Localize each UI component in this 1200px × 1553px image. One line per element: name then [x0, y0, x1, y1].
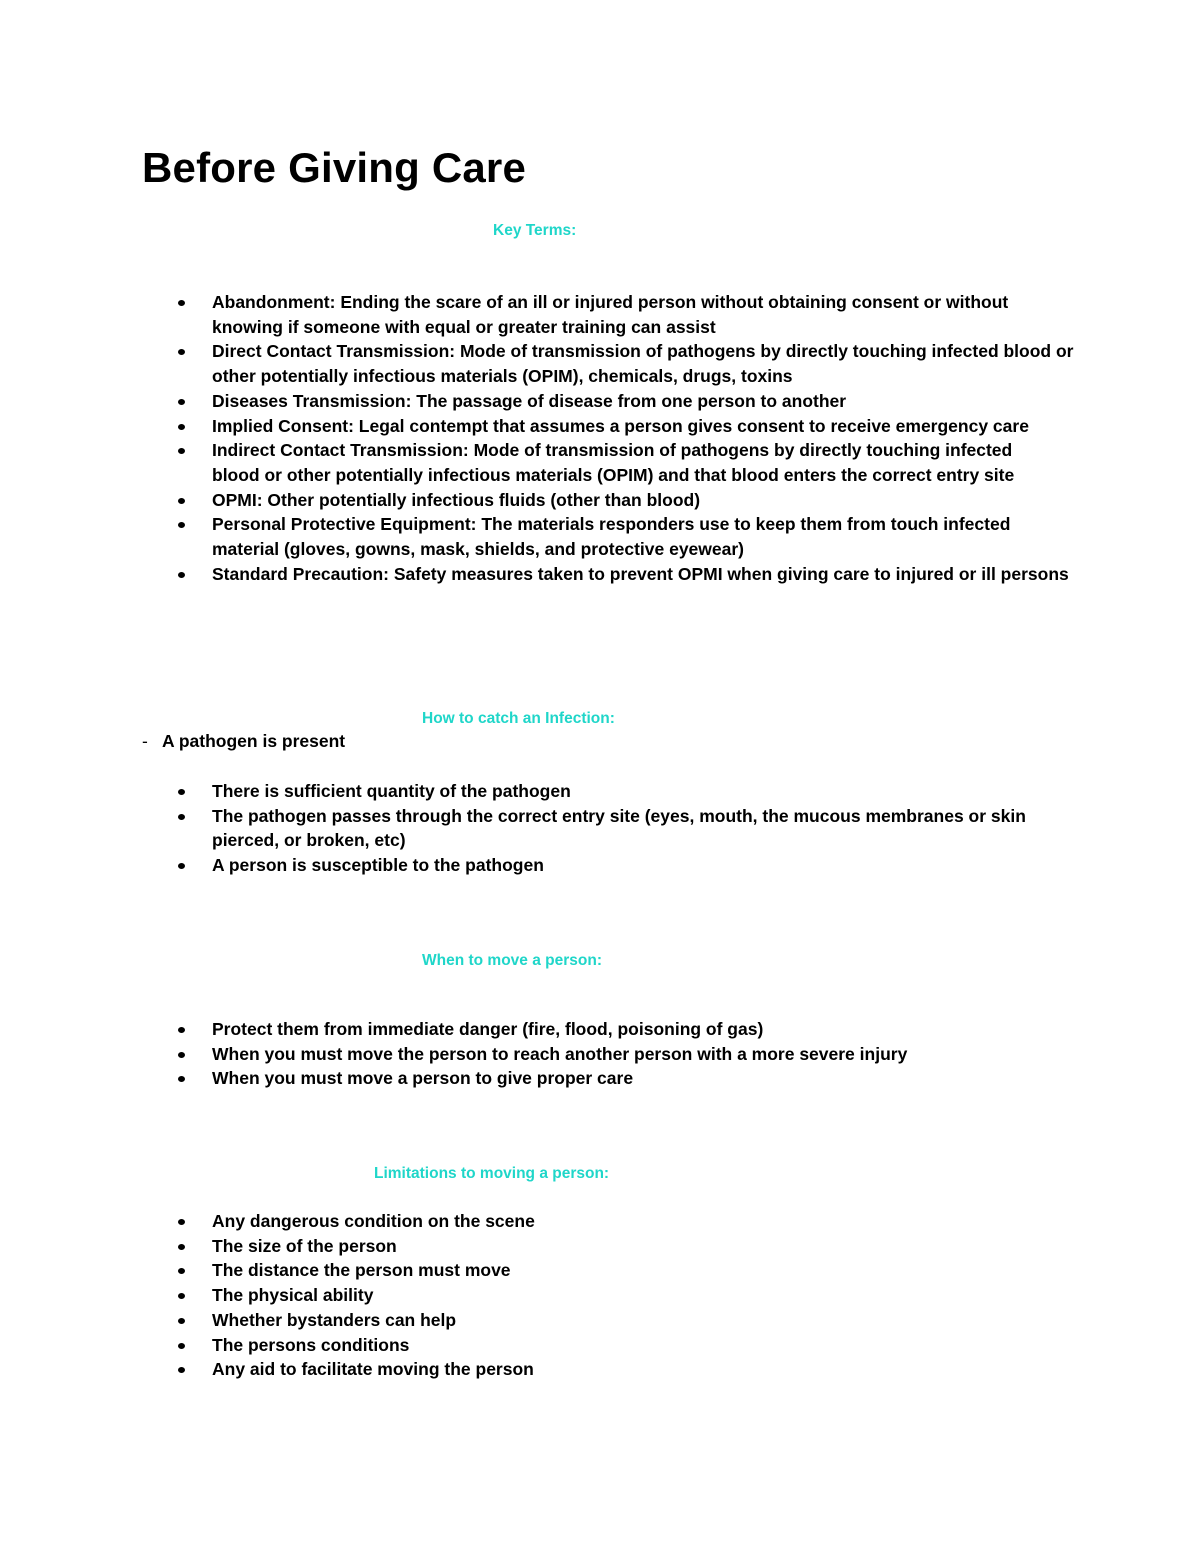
- infection-heading: How to catch an Infection:: [422, 710, 615, 727]
- bullet-icon: [178, 863, 185, 869]
- key-terms-heading: Key Terms:: [493, 222, 577, 239]
- bullet-icon: [178, 1076, 185, 1082]
- limitations-heading: Limitations to moving a person:: [374, 1165, 610, 1182]
- bullet-icon: [178, 1293, 185, 1299]
- list-item: [176, 562, 1076, 587]
- list-item: [176, 1042, 1076, 1067]
- bullet-icon: [178, 1052, 185, 1058]
- bullet-icon: [178, 1367, 185, 1373]
- list-item-text: When you must move a person to give proper care: [212, 1068, 634, 1089]
- when-to-move-heading: When to move a person:: [422, 952, 602, 969]
- when-to-move-list: [176, 1017, 1076, 1091]
- bullet-icon: [178, 522, 185, 528]
- bullet-icon: [178, 1318, 185, 1324]
- bullet-icon: [178, 1343, 185, 1349]
- list-item-text: Whether bystanders can help: [212, 1309, 457, 1330]
- bullet-icon: [178, 1219, 185, 1225]
- list-item-text: There is sufficient quantity of the pathogen: [212, 781, 571, 801]
- bullet-icon: [178, 1244, 185, 1250]
- list-item-text: The physical ability: [212, 1285, 374, 1306]
- list-item: [176, 414, 1076, 439]
- list-item-text: The distance the person must move: [212, 1260, 511, 1281]
- list-item: [176, 339, 1076, 388]
- limitations-list: [176, 1209, 1076, 1382]
- infection-list: [176, 779, 1076, 878]
- list-item: [176, 1234, 1076, 1259]
- list-item: [176, 1333, 1076, 1358]
- list-item-text: The persons conditions: [212, 1334, 410, 1355]
- list-item: [176, 779, 1076, 804]
- dash-icon: -: [142, 731, 148, 751]
- list-item-text: Implied Consent: Legal contempt that assumes a person gives consent to receive emergency care: [212, 415, 1029, 436]
- list-item: [176, 389, 1076, 414]
- bullet-icon: [178, 399, 185, 405]
- list-item-text: Any aid to facilitate moving the person: [212, 1359, 534, 1380]
- list-item-text: Abandonment: Ending the scare of an ill or injured person without obtaining consent or without knowing if someone with equal or greater training can assist: [212, 292, 1009, 337]
- bullet-icon: [178, 448, 185, 454]
- list-item-text: When you must move the person to reach another person with a more severe injury: [212, 1043, 908, 1064]
- list-item: [176, 853, 1076, 878]
- list-item: [176, 290, 1076, 339]
- list-item: [176, 1017, 1076, 1042]
- bullet-icon: [178, 424, 185, 430]
- list-item-text: Indirect Contact Transmission: Mode of transmission of pathogens by directly touching infected blood or other potentially infectious materials (OPIM) and that blood enters the correct entry site: [212, 440, 1015, 485]
- list-item-text: Direct Contact Transmission: Mode of transmission of pathogens by directly touching infected blood or other potentially infectious materials (OPIM), chemicals, drugs, toxins: [212, 341, 1074, 387]
- list-item-text: Standard Precaution: Safety measures taken to prevent OPMI when giving care to injured or ill persons: [212, 563, 1069, 584]
- bullet-icon: [178, 814, 185, 820]
- list-item-text: A person is susceptible to the pathogen: [212, 855, 544, 876]
- list-item-text: Diseases Transmission: The passage of disease from one person to another: [212, 390, 847, 411]
- page-title: Before Giving Care: [142, 144, 527, 191]
- list-item-text: The size of the person: [212, 1235, 397, 1256]
- dash-item-text: A pathogen is present: [162, 731, 346, 751]
- list-item: [176, 1308, 1076, 1333]
- list-item: [176, 1209, 1076, 1234]
- list-item-text: Protect them from immediate danger (fire, flood, poisoning of gas): [212, 1019, 764, 1039]
- list-item: [176, 438, 1076, 487]
- list-item: [176, 488, 1076, 513]
- bullet-icon: [178, 349, 185, 355]
- list-item: [176, 1283, 1076, 1308]
- list-item-text: The pathogen passes through the correct entry site (eyes, mouth, the mucous membranes or skin pierced, or broken, etc): [212, 805, 1026, 851]
- list-item: [176, 512, 1076, 561]
- dash-list-item: [142, 729, 345, 754]
- key-terms-list: [176, 290, 1076, 586]
- bullet-icon: [178, 1268, 185, 1274]
- list-item-text: Any dangerous condition on the scene: [212, 1211, 535, 1231]
- list-item: [176, 1258, 1076, 1283]
- list-item-text: OPMI: Other potentially infectious fluids (other than blood): [212, 489, 701, 510]
- bullet-icon: [178, 789, 185, 795]
- bullet-icon: [178, 498, 185, 504]
- bullet-icon: [178, 1027, 185, 1033]
- list-item: [176, 804, 1076, 853]
- bullet-icon: [178, 572, 185, 578]
- list-item-text: Personal Protective Equipment: The materials responders use to keep them from touch infected material (gloves, gowns, mask, shields, and protective eyewear): [212, 514, 1011, 560]
- bullet-icon: [178, 300, 185, 306]
- list-item: [176, 1066, 1076, 1091]
- list-item: [176, 1357, 1076, 1382]
